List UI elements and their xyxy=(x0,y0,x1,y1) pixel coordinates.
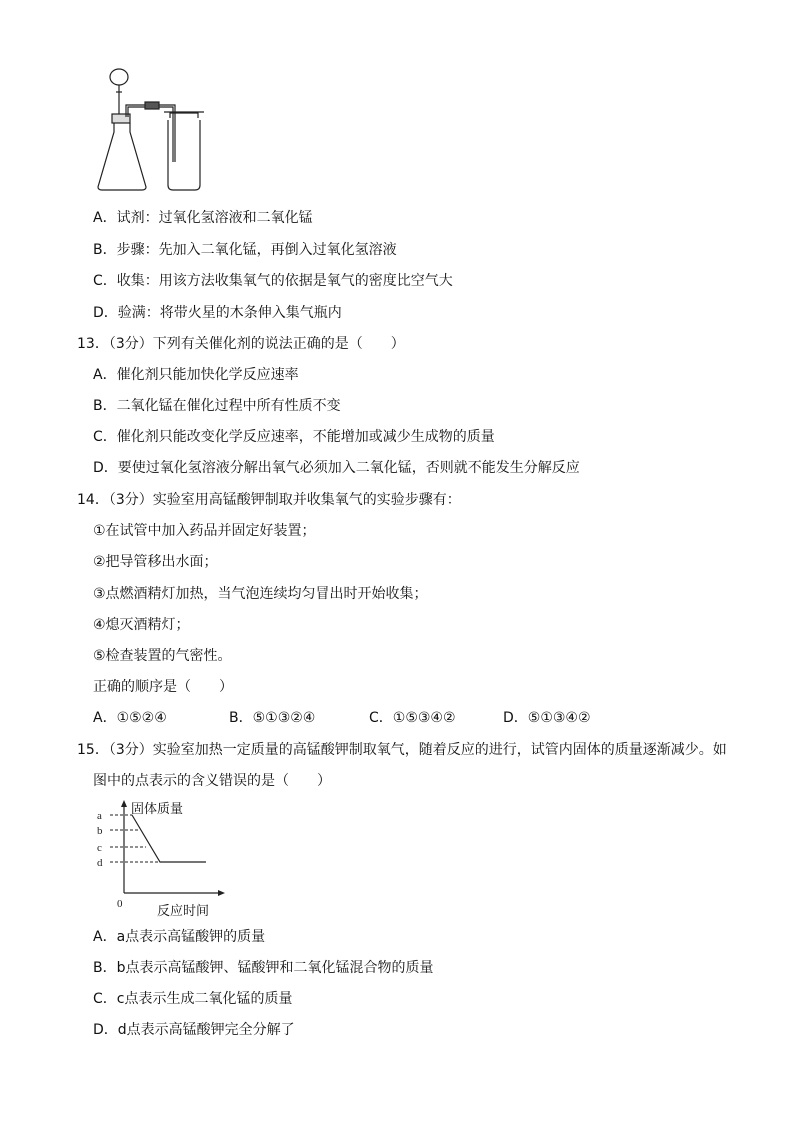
q12-option-d: D．验满：将带火星的木条伸入集气瓶内 xyxy=(93,305,342,321)
q14-step-2: ②把导管移出水面； xyxy=(93,554,218,570)
graph-origin-label: 0 xyxy=(117,898,123,910)
graph-label-c: c xyxy=(97,842,102,854)
q15-graph xyxy=(88,797,238,920)
q15-stem-line1: 15．（3分）实验室加热一定质量的高锰酸钾制取氧气，随着反应的进行，试管内固体的质量逐渐减少。如 xyxy=(77,742,727,758)
graph-label-a: a xyxy=(97,810,102,822)
graph-curve xyxy=(132,815,206,862)
q15-option-b: B．b点表示高锰酸钾、锰酸钾和二氧化锰混合物的质量 xyxy=(93,960,434,976)
q13-option-a: A．催化剂只能加快化学反应速率 xyxy=(93,367,299,383)
q12-option-b: B．步骤：先加入二氧化锰，再倒入过氧化氢溶液 xyxy=(93,242,397,258)
q13-option-d: D．要使过氧化氢溶液分解出氧气必须加入二氧化锰，否则就不能发生分解反应 xyxy=(93,460,580,476)
q13-option-b: B．二氧化锰在催化过程中所有性质不变 xyxy=(93,398,341,414)
q14-step-3: ③点燃酒精灯加热，当气泡连续均匀冒出时开始收集； xyxy=(93,586,428,602)
q15-option-c: C．c点表示生成二氧化锰的质量 xyxy=(93,991,293,1007)
q12-option-a: A．试剂：过氧化氢溶液和二氧化锰 xyxy=(93,210,313,226)
q12-option-c: C．收集：用该方法收集氧气的依据是氧气的密度比空气大 xyxy=(93,273,453,289)
q13-option-c: C．催化剂只能改变化学反应速率，不能增加或减少生成物的质量 xyxy=(93,429,495,445)
q14-stem: 14．（3分）实验室用高锰酸钾制取并收集氧气的实验步骤有： xyxy=(77,492,461,508)
q15-option-a: A．a点表示高锰酸钾的质量 xyxy=(93,929,266,945)
apparatus-drawing xyxy=(90,62,220,197)
graph-x-label: 反应时间 xyxy=(157,904,210,919)
q15-option-d: D．d点表示高锰酸钾完全分解了 xyxy=(93,1022,295,1038)
q14-choices xyxy=(93,709,591,727)
q15-stem-line2: 图中的点表示的含义错误的是（ ） xyxy=(93,773,331,789)
q14-step-5: ⑤检查装置的气密性。 xyxy=(93,648,232,664)
graph-y-label: 固体质量 xyxy=(131,802,184,817)
q14-question: 正确的顺序是（ ） xyxy=(93,679,233,695)
q14-step-4: ④熄灭酒精灯； xyxy=(93,617,190,633)
q14-step-1: ①在试管中加入药品并固定好装置； xyxy=(93,523,316,539)
q15-graph-svg xyxy=(88,797,238,920)
q14-choice-a: A．①⑤②④ xyxy=(93,710,167,726)
oxygen-apparatus-figure xyxy=(90,62,220,197)
graph-y-arrow xyxy=(121,800,127,807)
graph-x-arrow xyxy=(218,890,225,896)
q14-choice-d: D．⑤①③④② xyxy=(503,710,591,726)
graph-label-d: d xyxy=(97,857,103,869)
q14-choice-b: B．⑤①③②④ xyxy=(229,710,316,726)
q13-stem: 13．（3分）下列有关催化剂的说法正确的是（ ） xyxy=(77,336,405,352)
graph-label-b: b xyxy=(97,825,103,837)
q14-choice-c: C．①⑤③④② xyxy=(369,710,456,726)
